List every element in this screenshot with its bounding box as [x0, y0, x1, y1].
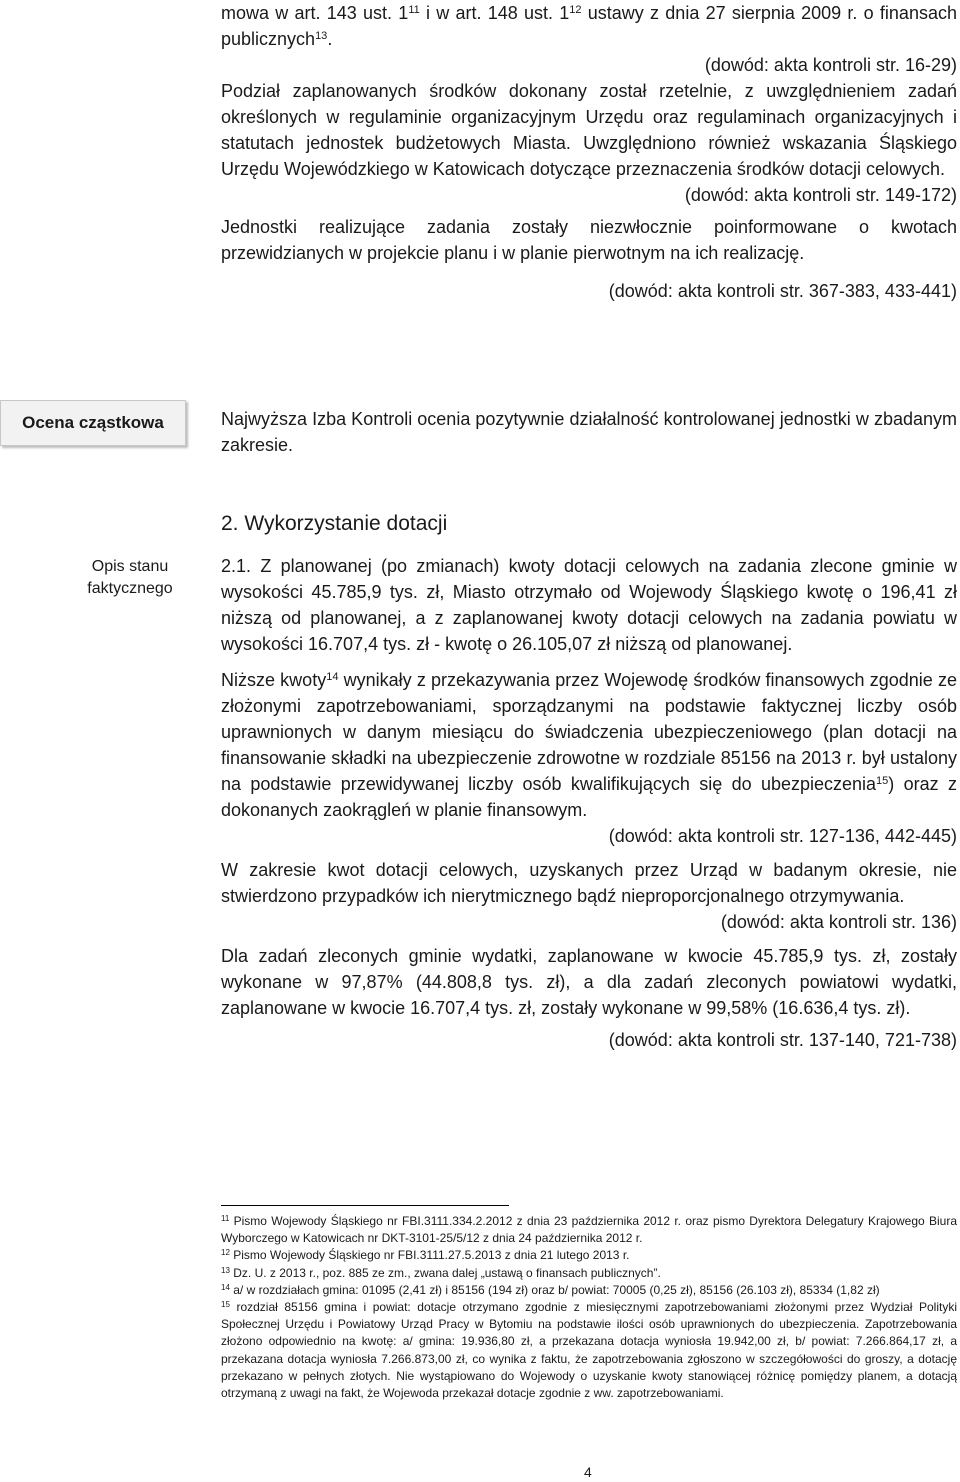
footnote-text: a/ w rozdziałach gmina: 01095 (2,41 zł) i 85156 (194 zł) oraz b/ powiat: 70005 (0,25 zł), 85156 (26.103 zł), 85334 (1,82 zł)	[229, 1282, 880, 1297]
partial-assessment-block	[221, 406, 957, 458]
footnote-ref[interactable]: 14	[326, 671, 339, 683]
footnote-number: 14	[221, 1282, 230, 1292]
paragraph-irregularity: W zakresie kwot dotacji celowych, uzyskanych przez Urząd w badanym okresie, nie stwierdzono przypadków ich nierytmicznego bądź nieproporcjonalnego otrzymywania.	[221, 860, 957, 906]
section-heading: 2. Wykorzystanie dotacji	[221, 512, 448, 535]
footnote-ref[interactable]: 12	[569, 4, 582, 16]
evidence-reference: (dowód: akta kontroli str. 137-140, 721-738)	[608, 1030, 957, 1050]
evidence-reference: (dowód: akta kontroli str. 149-172)	[684, 185, 957, 205]
evidence-reference: (dowód: akta kontroli str. 127-136, 442-445)	[608, 826, 957, 846]
side-label-line: faktycznego	[87, 580, 173, 597]
text: ) oraz z dokonanych zaokrągleń w planie finansowym.	[221, 774, 957, 820]
partial-assessment-text: Najwyższa Izba Kontroli ocenia pozytywnie działalność kontrolowanej jednostki w zbadanym zakresie.	[221, 409, 957, 455]
text: wynikały z przekazywania przez Wojewodę środków finansowych zgodnie ze złożonymi zapotrzebowaniami, sporządzanymi na podstawie faktycznej liczby osób uprawnionych w danym miesiącu do świadczenia ubezpieczeniowego (plan dotacji na finansowanie składki na ubezpieczenie zdrowotne w rozdziale 85156 na 2013 r. był ustalony na podstawie przewidywanej liczby osób kwalifikujących się do ubezpieczenia	[221, 670, 957, 794]
footnote-number: 13	[221, 1265, 230, 1275]
text: .	[327, 29, 333, 49]
evidence-reference: (dowód: akta kontroli str. 367-383, 433-441)	[608, 281, 957, 301]
footnote-text: rozdział 85156 gmina i powiat: dotacje otrzymano zgodnie z miesięcznymi zapotrzebowaniami złożonymi przez Wydział Polityki Społecznej Urzędu i Powiatowy Urząd Pracy w Bytomiu na podstawie ilości osób uprawnionych do ubezpieczenia. Zapotrzebowania złożono odpowiednio na kwotę: a/ gmina: 19.936,80 zł, a przekazana dotacja wyniosła 19.942,00 zł, b/ powiat: 7.266.864,17 zł, a przekazana dotacja wyniosła 7.266.873,00 zł, co wynika z faktu, że zapotrzebowania zgłoszono w szczegółowości do groszy, a dotację przekazano w pełnych złotych. Nie wystąpiowano do Wojewody o uzyskanie kwoty stanowiącej różnicę pomiędzy planem, a dotacją otrzymaną z uwagi na fakt, że Wojewoda przekazał dotacje zgodnie z ww. zapotrzebowaniami.	[221, 1300, 957, 1401]
footnote-ref[interactable]: 15	[876, 775, 889, 787]
paragraph-expenditures: Dla zadań zleconych gminie wydatki, zaplanowane w kwocie 45.785,9 tys. zł, zostały wykonane w 97,87% (44.808,8 tys. zł), a dla zadań zleconych powiatowi wydatki, zaplanowane w kwocie 16.707,4 tys. zł, zostały wykonane w 99,58% (16.636,4 tys. zł).	[221, 946, 957, 1018]
footnote	[221, 1213, 957, 1247]
footnote-ref[interactable]: 11	[408, 4, 420, 16]
partial-assessment-label-text: Ocena cząstkowa	[22, 413, 164, 432]
footnote	[221, 1247, 957, 1264]
paragraph-units-informed: Jednostki realizujące zadania zostały niezwłocznie poinformowane o kwotach przewidzianych w projekcie planu i w planie pierwotnym na ich realizację.	[221, 217, 957, 263]
partial-assessment-label	[0, 400, 186, 446]
text: mowa w art. 143 ust. 1	[221, 3, 409, 23]
footnote-number: 12	[221, 1248, 230, 1258]
section-subsidies	[221, 509, 957, 1053]
footnote-number: 11	[221, 1214, 230, 1223]
footnote-ref[interactable]: 13	[315, 30, 328, 42]
paragraph-plan-division: Podział zaplanowanych środków dokonany został rzetelnie, z uwzględnieniem zadań określonych w regulaminie organizacyjnym Urzędu oraz regulaminach organizacyjnych i statutach jednostek budżetowych Miasta. Uwzględniono również wskazania Śląskiego Urzędu Wojewódzkiego w Katowicach dotyczące przeznaczenia środków dotacji celowych.	[221, 81, 957, 179]
footnote	[221, 1265, 957, 1282]
text: ustawy z dnia 27 sierpnia 2009 r. o finansach publicznych	[221, 3, 957, 49]
paragraph-intro	[221, 0, 957, 52]
evidence-reference: (dowód: akta kontroli str. 16-29)	[704, 55, 957, 75]
text: Niższe kwoty	[221, 670, 327, 690]
side-label-factual-state	[70, 556, 190, 600]
footnote-text: Pismo Wojewody Śląskiego nr FBI.3111.334.2.2012 z dnia 23 października 2012 r. oraz pismo Dyrektora Delegatury Krajowego Biura Wyborczego w Katowicach nr DKT-3101-25/5/12 z dnia 24 października 2012 r.	[221, 1214, 957, 1246]
footnote-text: Dz. U. z 2013 r., poz. 885 ze zm., zwana dalej „ustawą o finansach publicznych”.	[229, 1265, 661, 1280]
page-number: 4	[584, 1464, 592, 1480]
footnote	[221, 1299, 957, 1402]
footnote-text: Pismo Wojewody Śląskiego nr FBI.3111.27.5.2013 z dnia 21 lutego 2013 r.	[229, 1248, 630, 1263]
paragraph-lower-amounts	[221, 667, 957, 823]
footnote-number: 15	[221, 1300, 230, 1310]
side-label-line: Opis stanu	[91, 558, 169, 575]
top-block	[221, 0, 957, 304]
footnote-separator	[221, 1205, 509, 1206]
paragraph-2-1: 2.1. Z planowanej (po zmianach) kwoty dotacji celowych na zadania zlecone gminie w wysokości 45.785,9 tys. zł, Miasto otrzymało od Wojewody Śląskiego kwotę o 196,41 zł niższą od planowanej, a z zaplanowanej kwoty dotacji celowych na zadania powiatu w wysokości 16.707,4 tys. zł - kwotę o 26.105,07 zł niższą od planowanej.	[221, 556, 957, 654]
evidence-reference: (dowód: akta kontroli str. 136)	[720, 912, 957, 932]
footnotes	[221, 1213, 957, 1402]
footnote	[221, 1282, 957, 1299]
text: i w art. 148 ust. 1	[419, 3, 570, 23]
